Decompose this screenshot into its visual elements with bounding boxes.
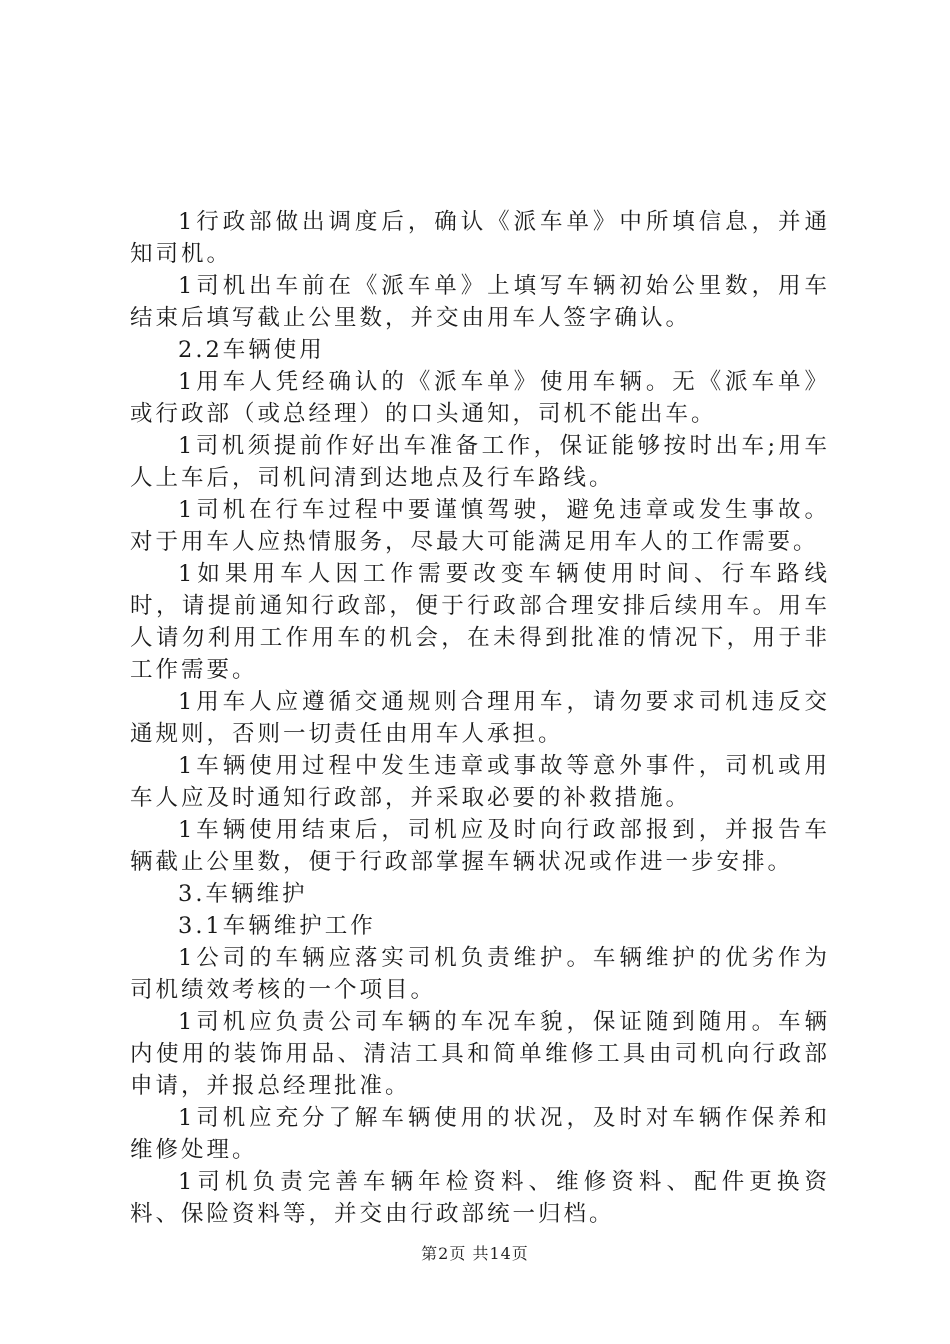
paragraph: 1司机在行车过程中要谨慎驾驶，避免违章或发生事故。对于用车人应热情服务，尽最大可能满足用车人的工作需要。 xyxy=(130,497,830,555)
paragraph: 1用车人凭经确认的《派车单》使用车辆。无《派车单》或行政部（或总经理）的口头通知，司机不能出车。 xyxy=(130,369,830,427)
paragraph: 1车辆使用过程中发生违章或事故等意外事件，司机或用车人应及时通知行政部，并采取必要的补救措施。 xyxy=(130,753,830,811)
paragraph: 1如果用车人因工作需要改变车辆使用时间、行车路线时，请提前通知行政部，便于行政部合理安排后续用车。用车人请勿利用工作用车的机会，在未得到批准的情况下，用于非工作需要。 xyxy=(130,561,830,683)
paragraph: 1司机应充分了解车辆使用的状况，及时对车辆作保养和维修处理。 xyxy=(130,1105,830,1163)
page-number-footer: 第2页 共14页 xyxy=(421,1244,529,1263)
paragraph: 1司机应负责公司车辆的车况车貌，保证随到随用。车辆内使用的装饰用品、清洁工具和简单维修工具由司机向行政部申请，并报总经理批准。 xyxy=(130,1009,830,1099)
document-body xyxy=(130,206,830,1230)
paragraph: 1司机负责完善车辆年检资料、维修资料、配件更换资料、保险资料等，并交由行政部统一归档。 xyxy=(130,1169,830,1227)
paragraph: 1车辆使用结束后，司机应及时向行政部报到，并报告车辆截止公里数，便于行政部掌握车辆状况或作进一步安排。 xyxy=(130,817,830,875)
section-heading: 3.车辆维护 xyxy=(178,881,308,907)
paragraph: 1司机出车前在《派车单》上填写车辆初始公里数，用车结束后填写截止公里数，并交由用车人签字确认。 xyxy=(130,273,830,331)
paragraph: 1行政部做出调度后，确认《派车单》中所填信息，并通知司机。 xyxy=(130,209,830,267)
paragraph: 1用车人应遵循交通规则合理用车，请勿要求司机违反交通规则，否则一切责任由用车人承担。 xyxy=(130,689,830,747)
subsection-heading: 3.1车辆维护工作 xyxy=(178,913,376,939)
paragraph: 1司机须提前作好出车准备工作，保证能够按时出车;用车人上车后，司机问清到达地点及行车路线。 xyxy=(130,433,830,491)
section-heading: 2.2车辆使用 xyxy=(178,337,325,363)
paragraph: 1公司的车辆应落实司机负责维护。车辆维护的优劣作为司机绩效考核的一个项目。 xyxy=(130,945,830,1003)
